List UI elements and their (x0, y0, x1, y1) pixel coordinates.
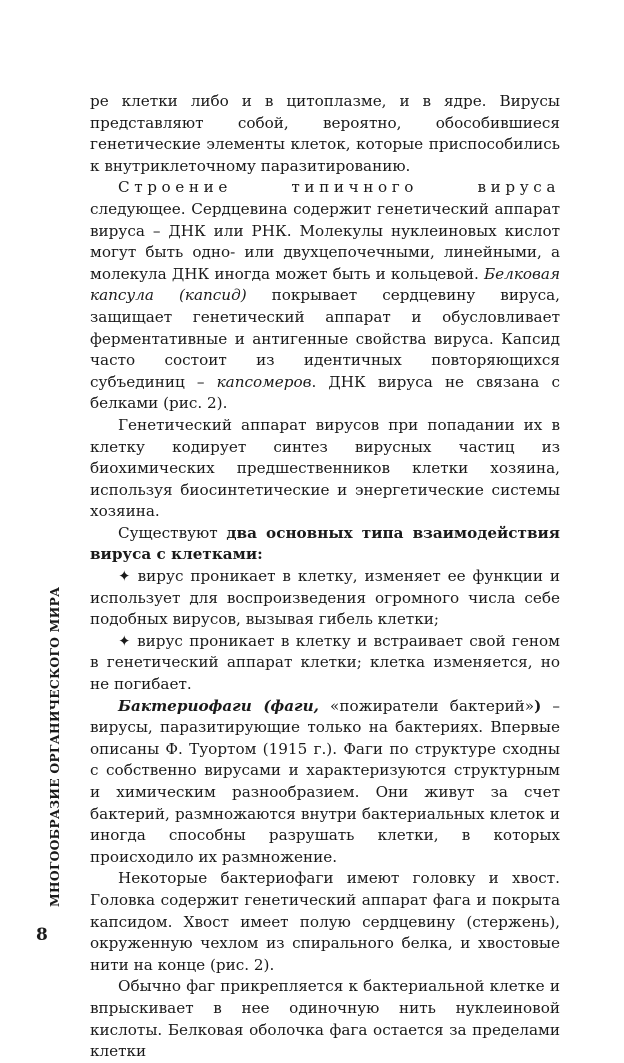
bold-paren: ) (534, 696, 542, 715)
vertical-section-title: МНОГООБРАЗИЕ ОРГАНИЧЕСКОГО МИРА (47, 586, 62, 907)
bullet-text: вирус проникает в клетку, изменяет ее функции и использует для воспроизведения огромного числа себе подобных вирусов, вызывая гибель клетки; (90, 567, 560, 629)
paragraph-phage-infection: Обычно фаг прикрепляется к бактериальной клетке и впрыскивает в нее одиночную нить нуклеиновой кислоты. Белковая оболочка фага остается за пределами клетки (90, 977, 560, 1061)
paragraph-interaction-types (90, 523, 560, 566)
body-text (90, 91, 560, 1063)
page-number: 8 (36, 925, 48, 945)
bullet-item-1 (90, 566, 560, 631)
paragraph-phage-structure: Некоторые бактериофаги имеют головку и хвост. Головка содержит генетический аппарат фага и покрыта капсидом. Хвост имеет полую сердцевину (стержень), окруженную чехлом из спирального белка, и хвостовые нити на конце (рис. 2). (90, 869, 560, 974)
paragraph-virus-structure (90, 177, 560, 415)
term-capsomers: капсомеров (216, 372, 312, 391)
text-run: следующее. Сердцевина содержит генетический аппарат вируса – ДНК или РНК. Молекулы нуклеиновых кислот могут быть одно- или двухцепочечными, линейными, а молекула ДНК иногда может быть и кольцевой. (90, 199, 560, 283)
star-bullet-icon: ✦ (118, 631, 131, 650)
spaced-heading-text: Строение типичного вируса (118, 178, 560, 197)
paragraph-genetic-apparatus: Генетический аппарат вирусов при попадании их в клетку кодирует синтез вирусных частиц из биохимических предшественников клетки хозяина, используя биосинтетические и энергетические системы хозяина. (90, 415, 560, 521)
text-run: – вирусы, паразитирующие только на бактериях. Впервые описаны Ф. Туортом (1915 г.). Фаги по структуре сходны с собственно вирусами и характеризуются структурным и химическим разнообразием. Они живут за счет бактерий, размножаются внутри бактериальных клеток и иногда способны разрушать клетки, в которых происходило их размножение. (90, 696, 560, 866)
bold-interaction-types: два основных типа взаимодействия вируса с клетками: (90, 523, 560, 564)
paragraph-bacteriophages (90, 696, 560, 869)
bullet-text: вирус проникает в клетку и встраивает свой геном в генетический аппарат клетки; клетка изменяется, но не погибает. (90, 631, 560, 694)
term-capsid: Белковая капсула (капсид) (90, 264, 560, 305)
text-run: . ДНК вируса не связана с белками (рис. 2). (90, 372, 560, 413)
term-bacteriophages: Бактериофаги (фаги, (118, 696, 319, 715)
star-bullet-icon: ✦ (118, 567, 131, 586)
bullet-item-2 (90, 631, 560, 696)
text-run: покрывает сердцевину вируса, защищает генетический аппарат и обусловливает ферментативные и антигенные свойства вируса. Капсид часто состоит из идентичных повторяющихся субъединиц – (90, 286, 560, 391)
text-run: Существуют (118, 523, 227, 542)
paragraph-continuation: ре клетки либо и в цитоплазме, и в ядре. Вирусы представляют собой, вероятно, обособившиеся генетические элементы клеток, которые приспособились к внутриклеточному паразитированию. (90, 92, 560, 175)
quoted-phrase: «пожиратели бактерий» (318, 696, 535, 715)
